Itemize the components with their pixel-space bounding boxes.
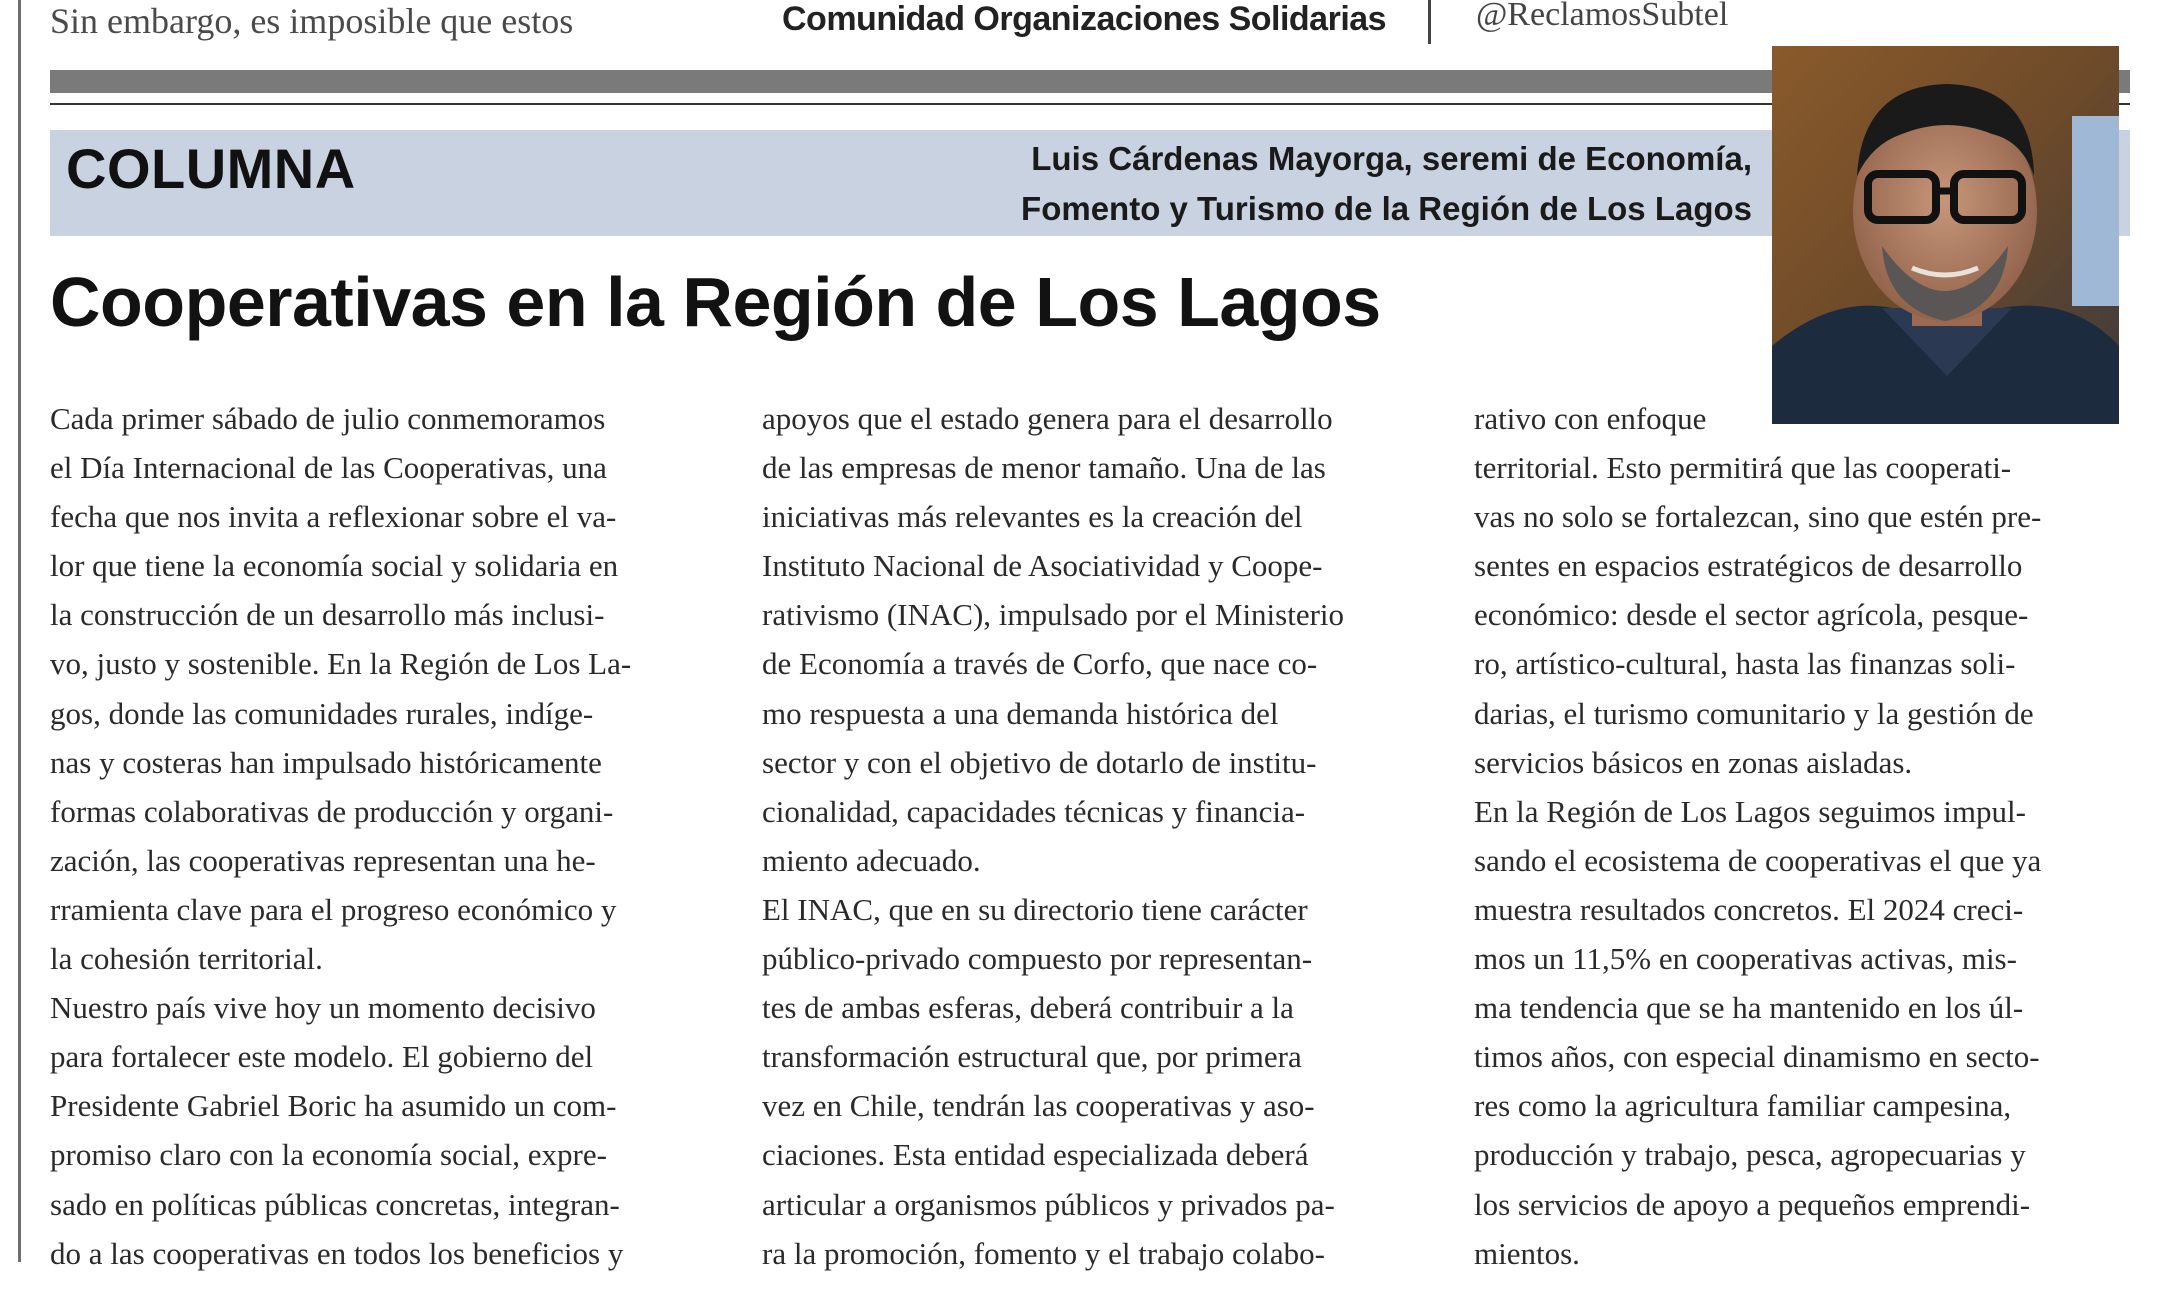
article-text-line: vez en Chile, tendrán las cooperativas y aso-: [762, 1088, 1315, 1124]
article-text-line: promiso claro con la economía social, expre-: [50, 1137, 607, 1173]
section-label: COLUMNA: [66, 137, 356, 200]
previous-article-strip: [0, 0, 2160, 46]
article-text-line: el Día Internacional de las Cooperativas, una: [50, 450, 607, 486]
article-text-line: fecha que nos invita a reflexionar sobre el va-: [50, 499, 617, 535]
article-text-line: articular a organismos públicos y privados pa-: [762, 1186, 1335, 1222]
author-photo: [1772, 46, 2119, 424]
article-text-line: sado en políticas públicas concretas, integran-: [50, 1186, 620, 1222]
article-text-line: do a las cooperativas en todos los beneficios y: [50, 1235, 624, 1271]
author-byline: [992, 134, 1752, 234]
article-text-line: zación, las cooperativas representan una he-: [50, 842, 596, 878]
article-text-line: El INAC, que en su directorio tiene carácter: [762, 891, 1308, 927]
top-text-fragment-center: Comunidad Organizaciones Solidarias: [782, 0, 1387, 38]
article-text-line: económico: desde el sector agrícola, pesque-: [1474, 597, 2029, 633]
article-column-3: [1474, 394, 2134, 1278]
article-text-line: para fortalecer este modelo. El gobierno del: [50, 1039, 594, 1075]
article-text-line: ra la promoción, fomento y el trabajo colabo-: [762, 1235, 1325, 1271]
article-text-line: transformación estructural que, por primera: [762, 1039, 1302, 1075]
article-text-line: la construcción de un desarrollo más inclusi-: [50, 597, 605, 633]
article-text-line: sentes en espacios estratégicos de desarrollo: [1474, 548, 2023, 584]
article-text-line: Presidente Gabriel Boric ha asumido un com-: [50, 1088, 617, 1124]
article-text-line: Nuestro país vive hoy un momento decisivo: [50, 990, 596, 1026]
article-text-line: rativismo (INAC), impulsado por el Ministerio: [762, 597, 1345, 633]
article-text-line: gos, donde las comunidades rurales, indíge-: [50, 695, 594, 731]
article-column-1: [50, 394, 720, 1278]
article-text-line: los servicios de apoyo a pequeños emprendi-: [1474, 1186, 2031, 1222]
article-text-line: mos un 11,5% en cooperativas activas, mis-: [1474, 941, 2017, 977]
article-text-line: En la Región de Los Lagos seguimos impul-: [1474, 793, 2026, 829]
article-text-line: de las empresas de menor tamaño. Una de las: [762, 450, 1326, 486]
article-text-line: ciaciones. Esta entidad especializada deberá: [762, 1137, 1309, 1173]
article-text-line: Instituto Nacional de Asociatividad y Coope-: [762, 548, 1323, 584]
article-text-line: la cohesión territorial.: [50, 941, 323, 977]
article-text-line: rramienta clave para el progreso económico y: [50, 891, 617, 927]
article-text-line: res como la agricultura familiar campesina,: [1474, 1088, 2012, 1124]
article-column-2: [762, 394, 1432, 1278]
article-text-line: sector y con el objetivo de dotarlo de institu-: [762, 744, 1317, 780]
article-text-line: ma tendencia que se ha mantenido en los úl-: [1474, 990, 2024, 1026]
article-text-line: sando el ecosistema de cooperativas el que ya: [1474, 842, 2042, 878]
top-text-fragment-right: @ReclamosSubtel: [1476, 0, 1729, 33]
article-text-line: servicios básicos en zonas aisladas.: [1474, 744, 1913, 780]
article-text-line: formas colaborativas de producción y organi-: [50, 793, 614, 829]
article-text-line: apoyos que el estado genera para el desarrollo: [762, 401, 1333, 436]
article-text-line: timos años, con especial dinamismo en secto-: [1474, 1039, 2040, 1075]
article-text-line: cionalidad, capacidades técnicas y financia-: [762, 793, 1306, 829]
article-text-line: producción y trabajo, pesca, agropecuarias y: [1474, 1137, 2026, 1173]
article-text-line: tes de ambas esferas, deberá contribuir a la: [762, 990, 1294, 1026]
article-text-line: iniciativas más relevantes es la creación del: [762, 499, 1303, 535]
article-headline: Cooperativas en la Región de Los Lagos: [50, 263, 1381, 341]
article-text-line: mo respuesta a una demanda histórica del: [762, 695, 1279, 731]
article-text-line: vas no solo se fortalezcan, sino que estén pre-: [1474, 499, 2042, 535]
byline-line-1: Luis Cárdenas Mayorga, seremi de Economía,: [1031, 140, 1752, 177]
article-text-line: Cada primer sábado de julio conmemoramos: [50, 401, 606, 436]
article-text-line: público-privado compuesto por representan-: [762, 941, 1313, 977]
article-text-line: miento adecuado.: [762, 842, 981, 878]
article-text-line: nas y costeras han impulsado históricamente: [50, 744, 602, 780]
article-text-line: darias, el turismo comunitario y la gestión de: [1474, 695, 2034, 731]
top-text-fragment-left: Sin embargo, es imposible que estos: [50, 1, 574, 41]
article-text-line: mientos.: [1474, 1235, 1580, 1271]
article-text-line: lor que tiene la economía social y solidaria en: [50, 548, 619, 584]
article-text-line: territorial. Esto permitirá que las cooperati-: [1474, 450, 2012, 486]
article-text-line: muestra resultados concretos. El 2024 creci-: [1474, 891, 2024, 927]
article-text-line: de Economía a través de Corfo, que nace co-: [762, 646, 1318, 682]
article-text-line: vo, justo y sostenible. En la Región de Los La-: [50, 646, 632, 682]
top-divider: [1428, 0, 1431, 44]
article-text-line: ro, artístico-cultural, hasta las finanzas soli-: [1474, 646, 2016, 682]
byline-line-2: Fomento y Turismo de la Región de Los Lagos: [1021, 190, 1752, 227]
page-left-rule: [18, 0, 21, 1262]
article-text-line: rativo con enfoque: [1474, 401, 1707, 436]
